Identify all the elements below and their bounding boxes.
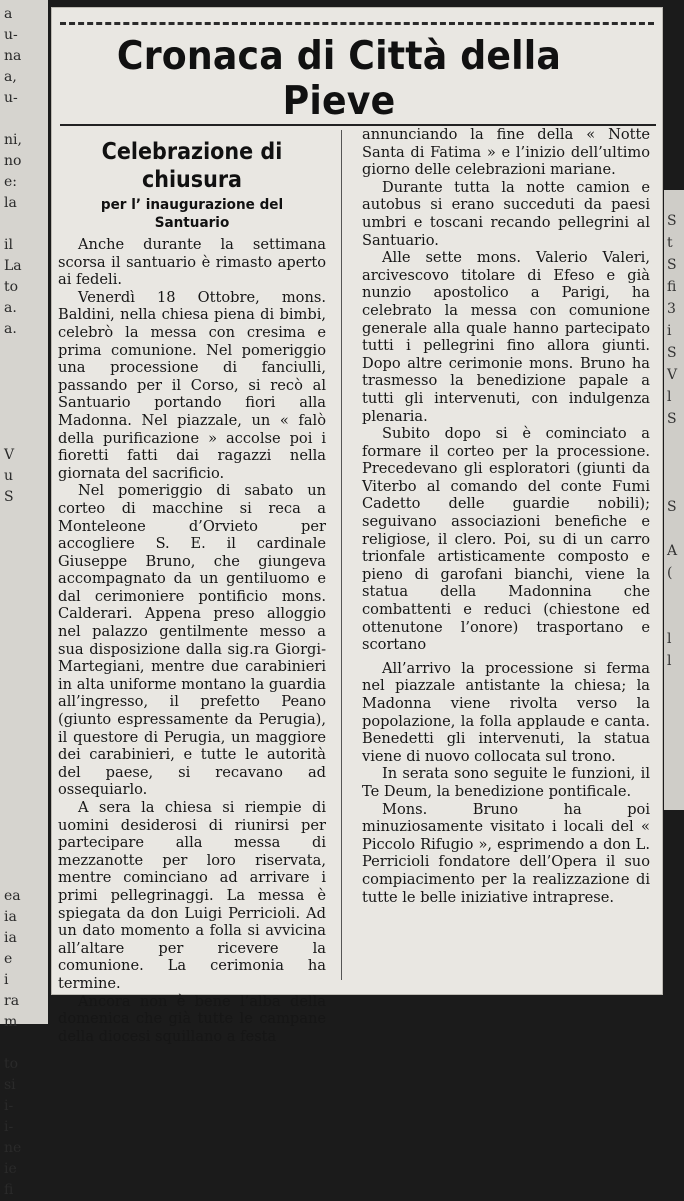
paragraph: Nel pomeriggio di sabato un corteo di macchine si reca a Monteleone d’Orvieto per accogliere S. E. il cardinale Giuseppe Bruno, che giungeva accompagnato da un gentiluomo e dal cerimoniere pontificio mons. Calderari. Appena preso alloggio nel palazzo gentilmente messo a sua disposizione dalla sig.ra Giorgi-Martegiani, mentre due carabinieri in alta uniforme montano la guardia all’ingresso, il prefetto Peano (giunto espressamente da Perugia), il questore di Perugia, un maggiore dei carabinieri, e tutte le autorità del paese, si recavano ad ossequiarlo. [58,482,326,799]
paragraph: All’arrivo la processione si ferma nel piazzale antistante la chiesa; la Madonna viene rivolta verso la popolazione, la folla applaude e canta. Benedetti gli intervenuti, la statua viene di nuovo collocata sul trono. [362,659,650,765]
paragraph: Anche durante la settimana scorsa il santuario è rimasto aperto ai fedeli. [58,236,326,289]
article-column-left [58,128,326,1045]
section-masthead: Cronaca di Città della Pieve [116,34,562,124]
paragraph: annunciando la fine della « Notte Santa di Fatima » e l’inizio dell’ultimo giorno delle celebrazioni mariane. [362,126,650,179]
paragraph: A sera la chiesa si riempie di uomini desiderosi di riunirsi per partecipare alla messa di mezzanotte per loro riservata, mentre cominciano ad arrivare i primi pellegrinaggi. La messa è spiegata da don Luigi Perricioli. Ad un dato momento a folla si avvicina all’altare per ricevere la comunione. La cerimonia ha termine. [58,799,326,992]
paragraph: Alle sette mons. Valerio Valeri, arcivescovo titolare di Efeso e già nunzio apostolico a Parigi, ha celebrato la messa con comunione generale alla quale hanno partecipato tutti i pellegrini fino allora giunti. Dopo altre cerimonie mons. Bruno ha trasmesso la benedizione papale a tutti gli intervenuti, con indulgenza plenaria. [362,249,650,425]
paragraph: Ancora non è bene l’alba della domenica che già tutte le campane della diocesi squillano a festa [58,992,326,1045]
paragraph: Venerdì 18 Ottobre, mons. Baldini, nella chiesa piena di bimbi, celebrò la messa con cresima e prima comunione. Nel pomeriggio una processione di fanciulli, passando per il Corso, si recò al Santuario portando fiori alla Madonna. Nel piazzale, un « falò della purificazione » accolse poi i fioretti fatti dai ragazzi nella giornata del sacrificio. [58,288,326,482]
paragraph: Mons. Bruno ha poi minuziosamente visitato i locali del « Piccolo Rifugio », esprimendo a don L. Perricioli fondatore dell’Opera il suo compiacimento per la realizzazione di tutte le belle iniziative intraprese. [362,800,650,906]
neighbor-column-left-text: a u- na a, u- ni, no e: la il La to a. a. V u S ea ia ia e i ra m to si i- i- ne ie fi [4,6,22,1198]
neighbor-column-right [664,190,684,810]
column-divider [341,130,342,980]
newspaper-clipping [52,8,662,1045]
paragraph: Durante tutta la notte camion e autobus si erano succeduti da paesi umbri e toscani recando pellegrini al Santuario. [362,178,650,249]
article-headline: Celebrazione di chiusura [101,139,283,193]
decorative-top-rule [60,22,654,25]
neighbor-column-left [0,0,48,1198]
paragraph: In serata sono seguite le funzioni, il Te Deum, la benedizione pontificale. [362,765,650,800]
paragraph: Subito dopo si è cominciato a formare il corteo per la processione. Precedevano gli esploratori (giunti da Viterbo al comando del conte Fumi Cadetto delle guardie nobili); seguivano associazioni benefiche e religiose, il clero. Poi, su di un carro trionfale artisticamente composto e pieno di garofani bianchi, viene la statua della Madonnina che combattenti e reduci (chiestone ed ottenutone l’onore) trasportano e scortano [362,425,650,654]
article-subheadline: per l’ inaugurazione del Santuario [100,196,284,231]
neighbor-column-right-text: S t S fi 3 i S V l S S A ( l l [667,213,678,669]
article-column-right [362,126,650,906]
